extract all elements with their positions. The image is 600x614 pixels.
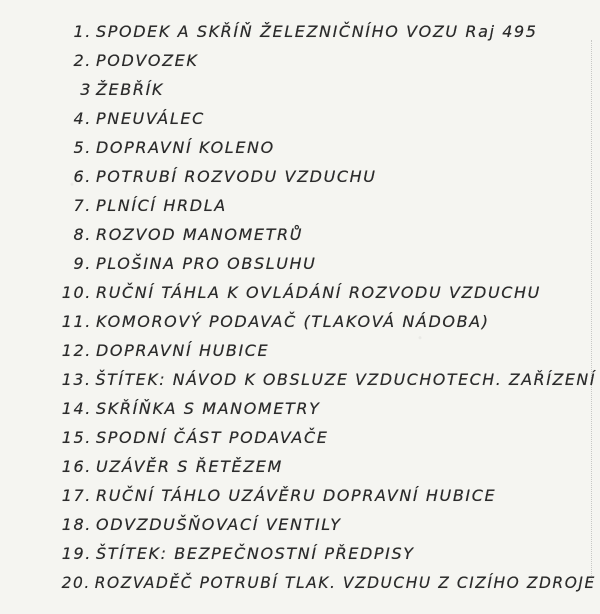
list-item [58,167,377,191]
item-number: 18. [61,515,92,534]
list-item [58,573,596,597]
item-number: 14. [61,399,92,418]
item-number: 19. [61,544,92,563]
item-number: 8. [73,225,92,244]
item-number: 5. [73,138,92,157]
item-text: SPODEK A SKŘÍŇ ŽELEZNIČNÍHO VOZU Raj 495 [96,22,538,41]
list-item [58,138,275,162]
list-item [58,109,205,133]
item-number: 10. [61,283,92,302]
list-item [58,515,342,539]
item-text: ROZVADĚČ POTRUBÍ TLAK. VZDUCHU Z CIZÍHO ZDROJE [94,573,596,592]
item-text: UZÁVĚR S ŘETĚZEM [96,457,283,476]
list-item [58,399,321,423]
item-number: 12. [61,341,92,360]
item-text: ŠTÍTEK: BEZPEČNOSTNÍ PŘEDPISY [96,544,415,563]
list-item [58,428,328,452]
item-number: 13. [61,370,92,389]
item-number: 17. [61,486,92,505]
item-number: 3 [80,80,92,99]
list-item [58,457,283,481]
list-item [58,80,164,104]
list-item [58,51,198,75]
list-item [58,254,316,278]
item-number: 6. [73,167,92,186]
list-item [58,312,490,336]
list-item [58,341,269,365]
item-number: 9. [73,254,92,273]
list-item [58,196,227,220]
item-number: 1. [73,22,92,41]
item-number: 7. [73,196,92,215]
list-item [58,544,415,568]
list-item [58,22,538,46]
item-number: 20. [61,573,91,592]
item-number: 4. [73,109,92,128]
item-text: SKŘÍŇKA S MANOMETRY [96,399,321,418]
item-text: PLOŠINA PRO OBSLUHU [96,254,317,273]
item-text: POTRUBÍ ROZVODU VZDUCHU [96,167,377,186]
item-text: DOPRAVNÍ KOLENO [96,138,275,157]
list-item [58,370,596,394]
item-number: 11. [61,312,92,331]
item-text: RUČNÍ TÁHLA K OVLÁDÁNÍ ROZVODU VZDUCHU [96,283,541,302]
item-number: 15. [61,428,92,447]
item-text: ROZVOD MANOMETRŮ [96,225,304,244]
item-text: RUČNÍ TÁHLO UZÁVĚRU DOPRAVNÍ HUBICE [96,486,497,505]
list-item [58,486,496,510]
scan-edge-marks [571,40,592,580]
item-number: 16. [61,457,92,476]
item-text: PNEUVÁLEC [96,109,205,128]
item-text: DOPRAVNÍ HUBICE [96,341,270,360]
item-text: ŽEBŘÍK [96,80,164,99]
item-number: 2. [73,51,92,70]
item-text: KOMOROVÝ PODAVAČ (TLAKOVÁ NÁDOBA) [96,312,490,331]
item-text: SPODNÍ ČÁST PODAVAČE [96,428,329,447]
item-text: PODVOZEK [96,51,199,70]
list-item [58,283,541,307]
list-item [58,225,303,249]
item-text: PLNÍCÍ HRDLA [96,196,227,215]
item-text: ODVZDUŠŇOVACÍ VENTILY [96,515,342,534]
item-text: ŠTÍTEK: NÁVOD K OBSLUZE VZDUCHOTECH. ZAŘÍZENÍ [95,370,597,389]
